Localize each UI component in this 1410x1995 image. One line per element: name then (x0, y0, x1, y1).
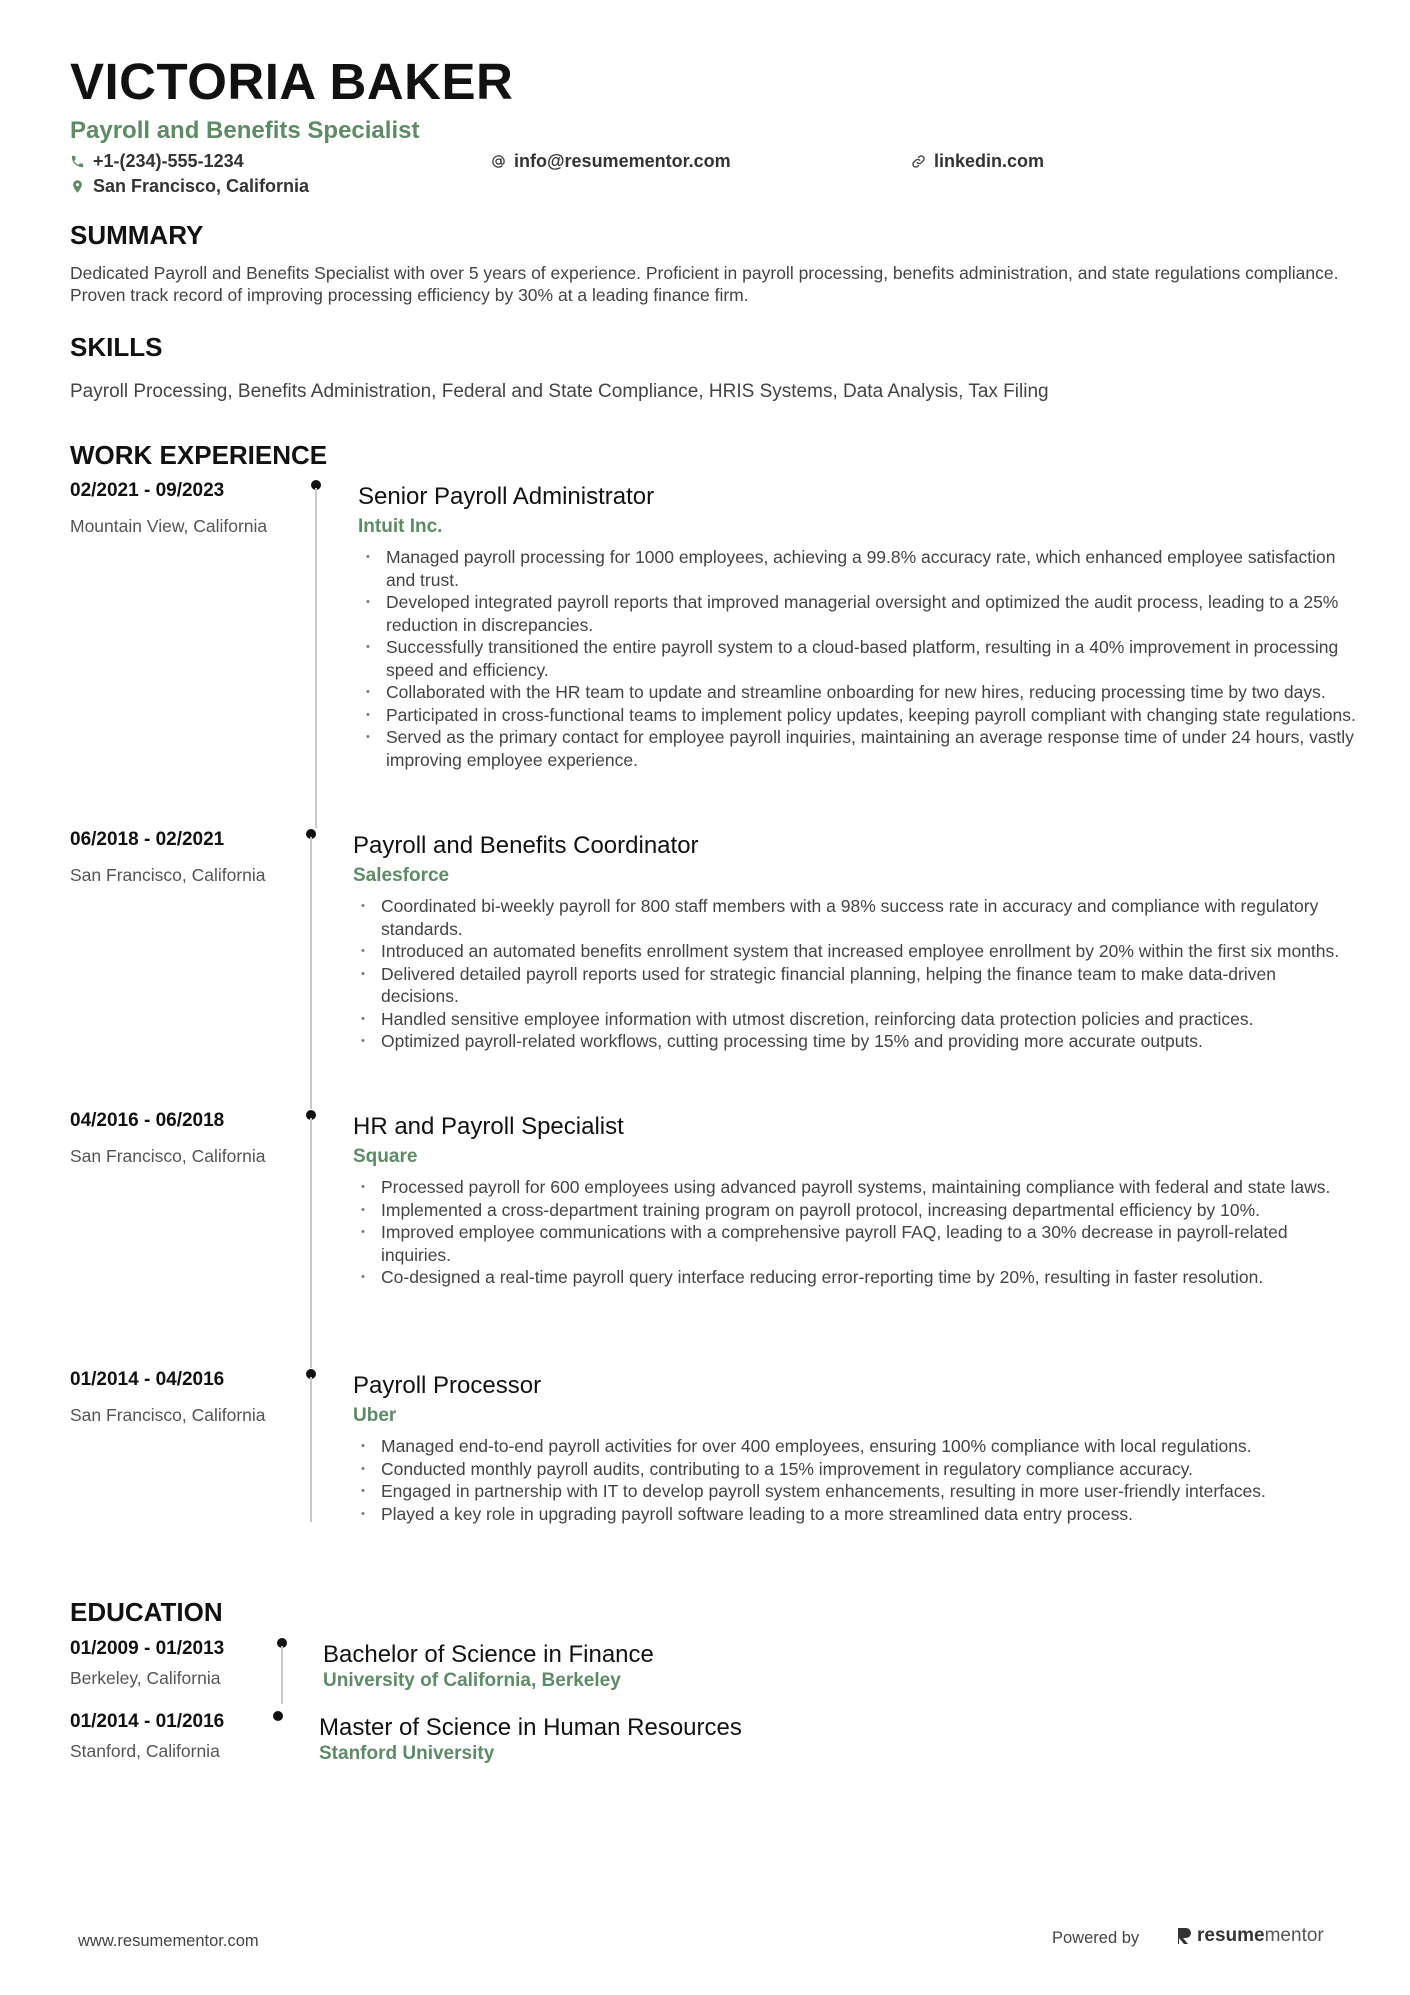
list-item: • Served as the primary contact for employee payroll inquiries, maintaining an average response time of under 24 hours, vastly improving employee experience. (358, 726, 1358, 771)
list-item: • Introduced an automated benefits enrollment system that increased employee enrollment by 20% within the first six months. (353, 940, 1358, 963)
edu-dates: 01/2009 - 01/2013 (70, 1638, 225, 1659)
linkedin-text[interactable]: linkedin.com (934, 151, 1045, 171)
job-bullets (353, 1176, 1353, 1289)
timeline-line (310, 1118, 312, 1368)
list-item: • Implemented a cross-department training program on payroll protocol, increasing departmental efficiency by 10%. (353, 1199, 1353, 1222)
job-role: HR and Payroll Specialist (353, 1113, 624, 1140)
list-item: • Processed payroll for 600 employees using advanced payroll systems, maintaining compliance with federal and state laws. (353, 1176, 1353, 1199)
list-item: • Successfully transitioned the entire payroll system to a cloud-based platform, resulting in a 40% improvement in processing speed and efficiency. (358, 636, 1358, 681)
job-dates: 06/2018 - 02/2021 (70, 829, 225, 850)
skills-text: Payroll Processing, Benefits Administration, Federal and State Compliance, HRIS Systems, Data Analysis, Tax Filing (70, 381, 1049, 402)
list-item: • Co-designed a real-time payroll query interface reducing error-reporting time by 20%, resulting in faster resolution. (353, 1266, 1353, 1289)
job-dates: 01/2014 - 04/2016 (70, 1369, 225, 1390)
edu-dates: 01/2014 - 01/2016 (70, 1711, 225, 1732)
location-text: San Francisco, California (93, 176, 310, 196)
job-company: Square (353, 1146, 418, 1167)
summary-text: Dedicated Payroll and Benefits Specialist with over 5 years of experience. Proficient in payroll processing, benefits administration, and state regulations compliance. Proven track record of improving processing efficiency by 30% at a leading finance firm. (70, 263, 1339, 305)
list-item: • Coordinated bi-weekly payroll for 800 staff members with a 98% success rate in accuracy and compliance with regulatory standards. (353, 895, 1358, 940)
education-heading: EDUCATION (70, 1597, 223, 1627)
timeline-line (315, 488, 317, 828)
job-location: San Francisco, California (70, 1405, 266, 1425)
list-item: • Participated in cross-functional teams to implement policy updates, keeping payroll compliant with changing state regulations. (358, 704, 1358, 727)
email-text[interactable]: info@resumementor.com (514, 151, 731, 171)
list-item: • Engaged in partnership with IT to develop payroll system enhancements, resulting in more user-friendly interfaces. (353, 1480, 1353, 1503)
brand-mark-icon (1176, 1926, 1192, 1946)
powered-by-label: Powered by (1052, 1929, 1140, 1947)
list-item: • Optimized payroll-related workflows, cutting processing time by 15% and providing more accurate outputs. (353, 1030, 1358, 1053)
list-item: • Developed integrated payroll reports that improved managerial oversight and optimized the audit process, leading to a 25% reduction in discrepancies. (358, 591, 1358, 636)
summary-heading: SUMMARY (70, 220, 204, 250)
contact-phone (70, 152, 244, 170)
job-bullets (353, 1435, 1353, 1525)
timeline-line (281, 1646, 283, 1704)
list-item: • Conducted monthly payroll audits, contributing to a 15% improvement in regulatory compliance accuracy. (353, 1458, 1353, 1481)
edu-location: Berkeley, California (70, 1668, 221, 1688)
job-location: San Francisco, California (70, 865, 266, 885)
job-role: Senior Payroll Administrator (358, 483, 655, 510)
list-item: • Delivered detailed payroll reports used for strategic financial planning, helping the finance team to make data-driven decisions. (353, 963, 1358, 1008)
link-icon (911, 154, 926, 169)
phone-icon (70, 154, 85, 169)
job-location: San Francisco, California (70, 1146, 266, 1166)
edu-degree: Master of Science in Human Resources (319, 1714, 742, 1741)
job-role: Payroll Processor (353, 1372, 542, 1399)
skills-heading: SKILLS (70, 332, 163, 362)
phone-text: +1-(234)-555-1234 (93, 151, 244, 171)
edu-degree: Bachelor of Science in Finance (323, 1641, 654, 1668)
location-pin-icon (70, 179, 85, 194)
job-role: Payroll and Benefits Coordinator (353, 832, 699, 859)
at-sign-icon (491, 154, 506, 169)
candidate-name: VICTORIA BAKER (70, 53, 514, 110)
list-item: • Collaborated with the HR team to update and streamline onboarding for new hires, reducing processing time by two days. (358, 681, 1358, 704)
work-experience-heading: WORK EXPERIENCE (70, 440, 328, 470)
list-item: • Handled sensitive employee information with utmost discretion, reinforcing data protection policies and practices. (353, 1008, 1358, 1031)
job-bullets (358, 546, 1358, 771)
job-company: Uber (353, 1405, 397, 1426)
contact-linkedin[interactable] (911, 152, 1044, 170)
footer-url[interactable]: www.resumementor.com (78, 1932, 259, 1950)
list-item: • Improved employee communications with a comprehensive payroll FAQ, leading to a 30% decrease in payroll-related inquiries. (353, 1221, 1353, 1266)
contact-location (70, 177, 309, 195)
list-item: • Managed payroll processing for 1000 employees, achieving a 99.8% accuracy rate, which enhanced employee satisfaction and trust. (358, 546, 1358, 591)
job-company: Salesforce (353, 865, 450, 886)
job-location: Mountain View, California (70, 516, 268, 536)
list-item: • Managed end-to-end payroll activities for over 400 employees, ensuring 100% compliance with local regulations. (353, 1435, 1353, 1458)
job-bullets (353, 895, 1358, 1053)
edu-location: Stanford, California (70, 1741, 220, 1761)
brand-logo[interactable] (1176, 1925, 1324, 1947)
timeline-dot (273, 1711, 283, 1721)
brand-name-light: mentor (1264, 1925, 1324, 1946)
timeline-line (310, 1377, 312, 1522)
job-company: Intuit Inc. (358, 516, 443, 537)
candidate-title: Payroll and Benefits Specialist (70, 117, 420, 144)
timeline-line (310, 837, 312, 1109)
contact-email[interactable] (491, 152, 731, 170)
edu-school: University of California, Berkeley (323, 1670, 621, 1691)
edu-school: Stanford University (319, 1743, 495, 1764)
list-item: • Played a key role in upgrading payroll software leading to a more streamlined data entry process. (353, 1503, 1353, 1526)
job-dates: 02/2021 - 09/2023 (70, 480, 225, 501)
brand-name-bold: resume (1197, 1925, 1265, 1946)
job-dates: 04/2016 - 06/2018 (70, 1110, 225, 1131)
